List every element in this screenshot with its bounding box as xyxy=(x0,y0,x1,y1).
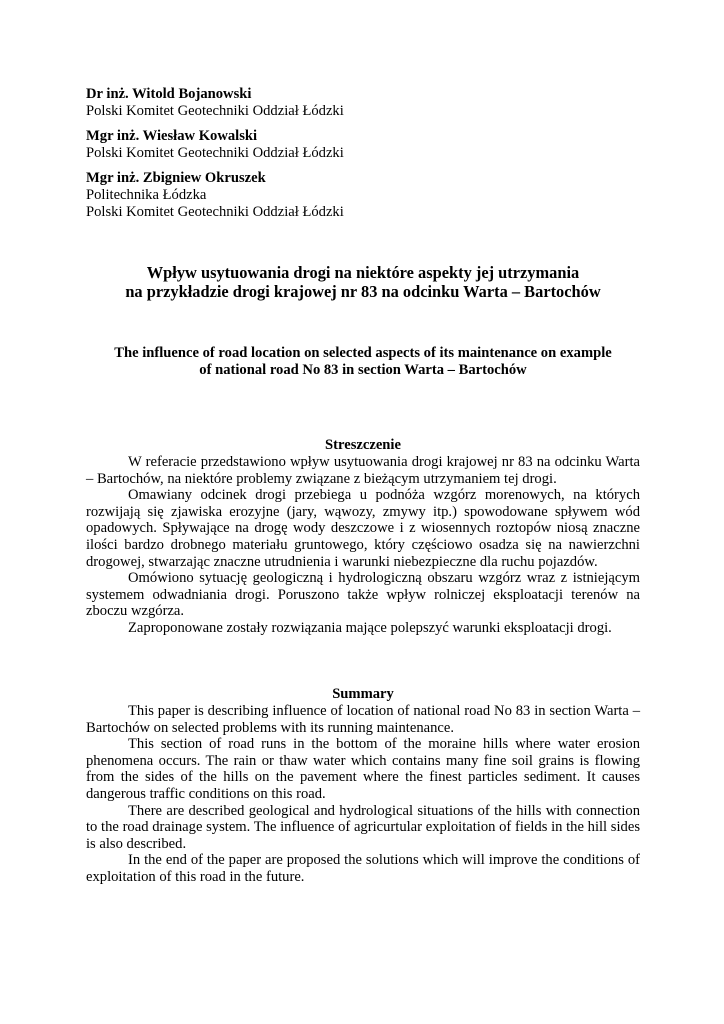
summary-paragraph: In the end of the paper are proposed the solutions which will improve the conditions of exploitation of this road in the future. xyxy=(86,852,640,885)
author-entry xyxy=(86,170,640,220)
author-entry xyxy=(86,86,640,119)
english-title-line: of national road No 83 in section Warta – Bartochów xyxy=(199,361,527,378)
polish-title xyxy=(86,263,640,301)
polish-title-line: na przykładzie drogi krajowej nr 83 na odcinku Warta – Bartochów xyxy=(125,282,601,302)
author-affiliation: Polski Komitet Geotechniki Oddział Łódzki xyxy=(86,203,344,220)
author-name: Mgr inż. Wiesław Kowalski xyxy=(86,128,258,145)
section-heading: Streszczenie xyxy=(325,437,401,454)
abstract-paragraph: Omówiono sytuację geologiczną i hydrologiczną obszaru wzgórz wraz z istniejącym systemem odwadniania drogi. Poruszono także wpływ rolniczej eksploatacji terenów na zboczu wzgórza. xyxy=(86,570,640,620)
abstract-polish xyxy=(86,437,640,636)
author-affiliation: Polski Komitet Geotechniki Oddział Łódzki xyxy=(86,144,344,161)
section-heading: Summary xyxy=(332,686,394,703)
abstract-paragraph: Omawiany odcinek drogi przebiega u podnóża wzgórz morenowych, na których rozwijają się zjawiska erozyjne (jary, wąwozy, zmywy itp.) spowodowane spływem wód opadowych. Spływające na drogę wody deszczowe i z wiosennych roztopów niosą znaczne ilości bardzo drobnego materiału gruntowego, który częściowo osadza się na nawierzchni drogowej, stwarzając znaczne utrudnienia i warunki niebezpieczne dla ruchu pojazdów. xyxy=(86,487,640,570)
author-name: Mgr inż. Zbigniew Okruszek xyxy=(86,170,266,187)
summary-paragraph: There are described geological and hydrological situations of the hills with connection to the road drainage system. The influence of agricurtular exploitation of fields in the hill sides is also described. xyxy=(86,802,640,852)
authors-block xyxy=(86,86,640,220)
author-affiliation: Politechnika Łódzka xyxy=(86,186,207,203)
author-name: Dr inż. Witold Bojanowski xyxy=(86,86,252,102)
summary-paragraph: This section of road runs in the bottom of the moraine hills where water erosion phenomena occurs. The rain or thaw water which contains many fine soil grains is flowing from the sides of the hills on the pavement where the finest particles sediment. It causes dangerous traffic conditions on this road. xyxy=(86,736,640,803)
abstract-paragraph: Zaproponowane zostały rozwiązania mające polepszyć warunki eksploatacji drogi. xyxy=(128,619,612,636)
paper-page xyxy=(86,86,640,886)
english-title-line: The influence of road location on selected aspects of its maintenance on example xyxy=(114,345,612,362)
author-affiliation: Polski Komitet Geotechniki Oddział Łódzki xyxy=(86,102,344,119)
english-title xyxy=(86,345,640,378)
summary-paragraph: This paper is describing influence of location of national road No 83 in section Warta – Bartochów on selected problems with its running maintenance. xyxy=(86,703,640,736)
abstract-paragraph: W referacie przedstawiono wpływ usytuowania drogi krajowej nr 83 na odcinku Warta – Bartochów, na niektóre problemy związane z bieżącym utrzymaniem tej drogi. xyxy=(86,453,640,487)
abstract-english xyxy=(86,686,640,885)
polish-title-line: Wpływ usytuowania drogi na niektóre aspekty jej utrzymania xyxy=(146,263,580,283)
author-entry xyxy=(86,128,640,161)
